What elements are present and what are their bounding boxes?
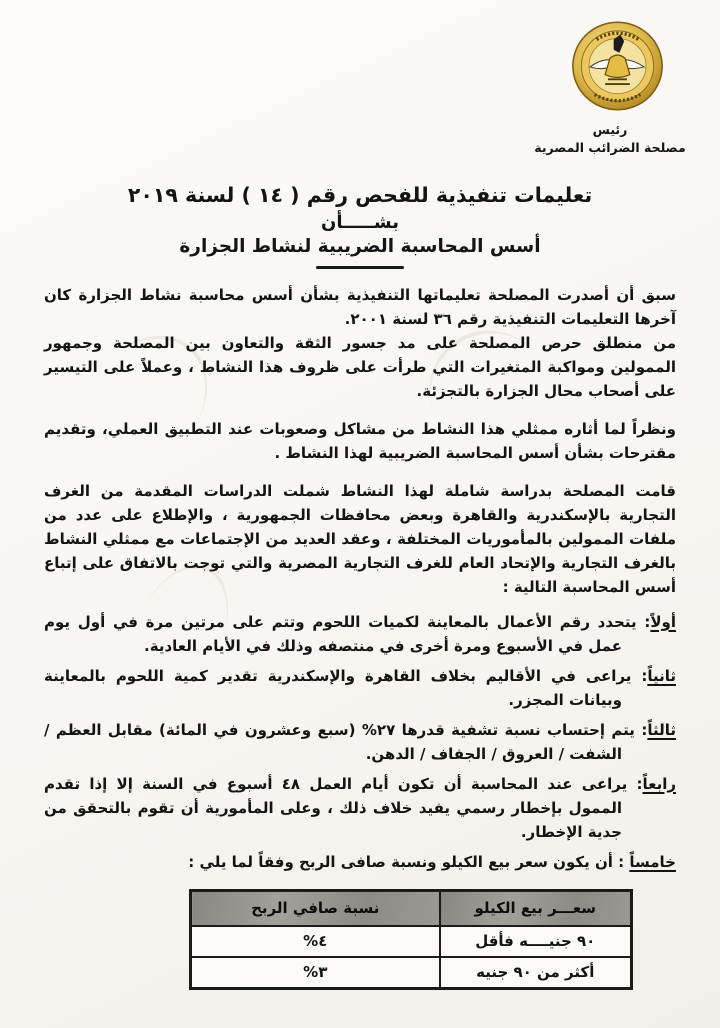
item-5-colon: :	[618, 852, 625, 871]
item-5-label: خامساً	[629, 852, 676, 871]
item-2-text: يراعى في الأقاليم بخلاف القاهرة والإسكندرية تقدير كمية اللحوم بالمعاينة وبيانات المجزر.	[44, 666, 632, 709]
item-1-colon: :	[644, 612, 651, 631]
kilo-price-profit-table	[189, 889, 633, 990]
header-net-profit: نسبة صافي الربح	[191, 890, 440, 926]
table-header-row	[191, 890, 632, 926]
item-3-colon: :	[641, 720, 648, 739]
item-3-label: ثالثاً	[647, 720, 676, 739]
table-row	[191, 957, 632, 989]
item-5-text: أن يكون سعر بيع الكيلو ونسبة صافى الربح وفقاً لما يلي :	[188, 852, 613, 871]
table-row	[191, 926, 632, 957]
paragraph-intro: سبق أن أصدرت المصلحة تعليماتها التنفيذية بشأن أسس محاسبة نشاط الجزارة كان آخرها التعليمات التنفيذية رقم ٣٦ لسنة ٢٠٠١.	[44, 285, 676, 328]
header-kilo-price: سعـــر بيع الكيلو	[440, 890, 632, 926]
paragraph-study: قامت المصلحة بدراسة شاملة لهذا النشاط شملت الدراسات المقدمة من الغرف التجارية بالإسكندرية والقاهرة وبعض محافظات الجمهورية ، والإطلاع على عدد من ملفات الممولين بالمأموريات المختلفة ، وعقد العديد من الإجتماعات مع ممثلي النشاط بالغرف التجارية والإتحاد العام للغرف التجارية المصرية والتي توجت بالاتفاق على إتباع أسس المحاسبة التالية :	[44, 481, 676, 596]
title-block	[44, 182, 676, 269]
item-2-colon: :	[641, 666, 648, 685]
item-2-label: ثانياً	[647, 666, 676, 685]
item-4-colon: :	[636, 774, 643, 793]
item-1-text: يتحدد رقم الأعمال بالمعاينة لكميات اللحوم وتتم على مرتين مرة في أول يوم عمل في الأسبوع ومرة أخرى في منتصفه وذلك في الأيام العادية.	[44, 612, 637, 655]
instruction-item-1	[44, 610, 676, 658]
cell-price-tier-1: ٩٠ جنيــــه فأقل	[440, 926, 632, 957]
document-title-line3: أسس المحاسبة الضريبية لنشاط الجزارة	[179, 235, 541, 257]
cell-profit-tier-2: ٣%	[191, 957, 440, 989]
cell-profit-tier-1: ٤%	[191, 926, 440, 957]
seal-caption-title: رئيس	[592, 122, 628, 137]
instruction-item-4	[44, 772, 676, 844]
instruction-item-3	[44, 718, 676, 766]
item-3-text: يتم إحتساب نسبة تشفية قدرها ٢٧% (سبع وعشرون في المائة) مقابل العظم / الشفت / العروق / الجفاف / الدهن.	[44, 720, 635, 763]
item-4-text: يراعى عند المحاسبة أن تكون أيام العمل ٤٨ أسبوع في السنة إلا إذا تقدم الممول بإخطار رسمي يفيد خلاف ذلك ، وعلى المأمورية أن تقوم بالتحقق من جدية الإخطار.	[44, 774, 628, 841]
title-divider	[316, 266, 404, 269]
document-title-line2: بشـــــأن	[321, 211, 399, 233]
item-4-label: رابعاً	[642, 774, 676, 793]
instruction-item-5	[44, 850, 676, 874]
instruction-list	[44, 610, 676, 874]
document-title-line1: تعليمات تنفيذية للفحص رقم ( ١٤ ) لسنة ٢٠١٩	[127, 183, 593, 207]
paragraph-rationale: من منطلق حرص المصلحة على مد جسور الثقة والتعاون بين المصلحة وجمهور الممولين ومواكبة المتغيرات التي طرأت على ظروف هذا النشاط ، وعملاً على التيسير على أصحاب محال الجزارة بالتجزئة.	[44, 333, 676, 400]
seal-caption-authority: مصلحة الضرائب المصرية	[534, 139, 686, 155]
instruction-item-2	[44, 664, 676, 712]
paragraph-problems: ونظراً لما أثاره ممثلي هذا النشاط من مشاكل وصعوبات عند التطبيق العملي، وتقديم مقترحات بشأن أسس المحاسبة الضريبية لهذا النشاط .	[44, 419, 676, 462]
cell-price-tier-2: أكثر من ٩٠ جنيه	[440, 957, 632, 989]
item-1-label: أولاً	[650, 612, 676, 631]
